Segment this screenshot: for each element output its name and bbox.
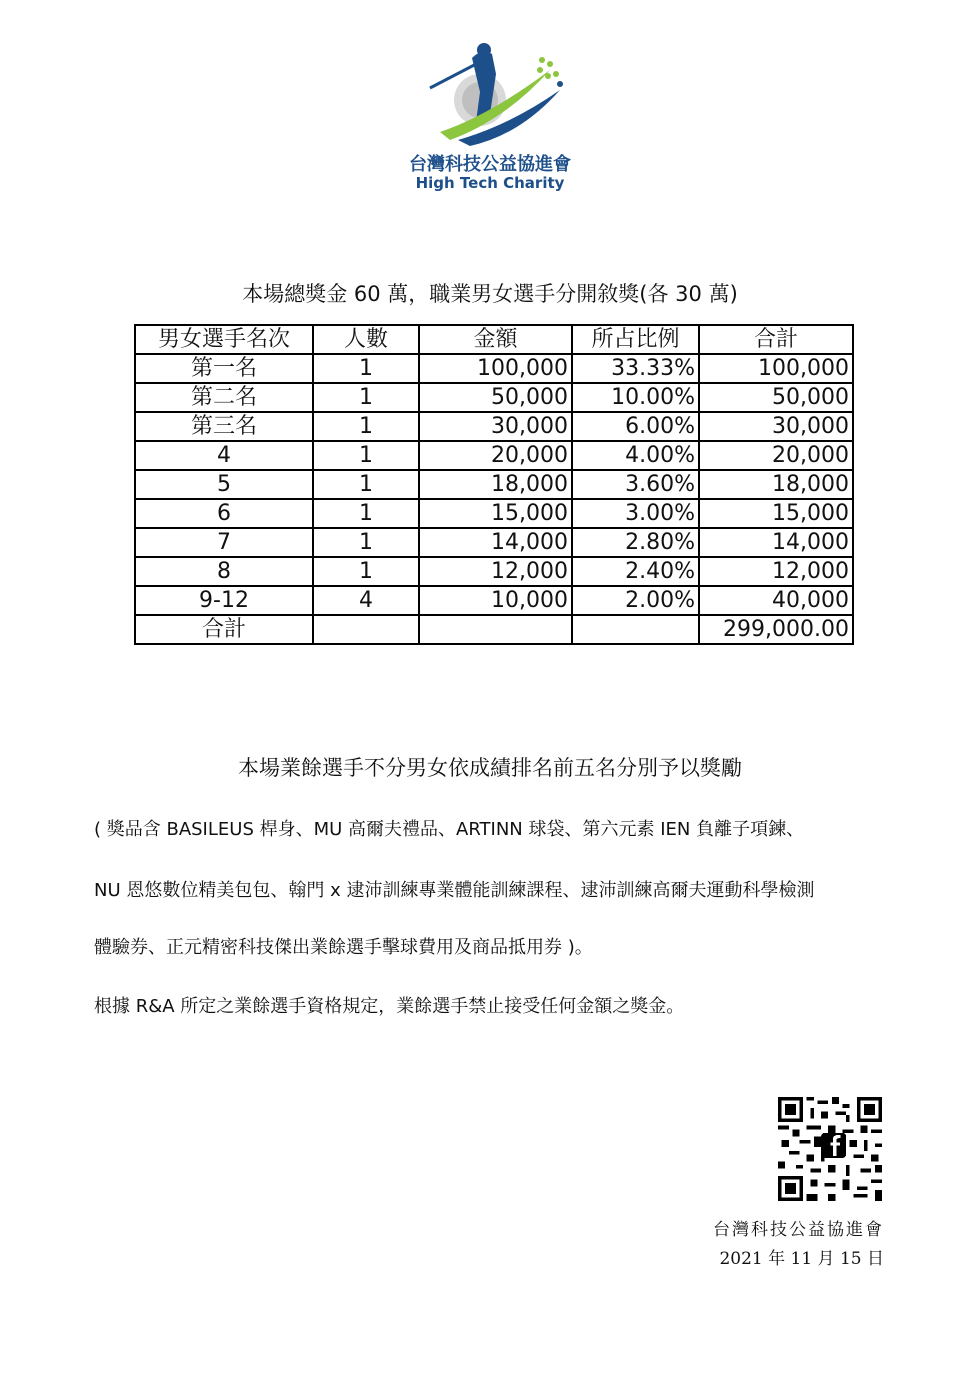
- cell-rank: 合計: [135, 615, 313, 644]
- cell-total: 12,000: [699, 557, 853, 586]
- cell-ratio: 2.40%: [572, 557, 699, 586]
- cell-ratio: [572, 615, 699, 644]
- cell-count: 1: [313, 557, 419, 586]
- cell-ratio: 2.00%: [572, 586, 699, 615]
- qr-code-icon: [778, 1097, 882, 1201]
- cell-total: 299,000.00: [699, 615, 853, 644]
- amateur-rule-note: 根據 R&A 所定之業餘選手資格規定，業餘選手禁止接受任何金額之獎金。: [94, 996, 685, 1017]
- cell-amount: 10,000: [419, 586, 572, 615]
- logo-name-cn: 台灣科技公益協進會: [409, 154, 571, 175]
- cell-ratio: 6.00%: [572, 412, 699, 441]
- header-amount: 金額: [419, 325, 572, 354]
- prize-list-line-2: NU 恩悠數位精美包包、翰門 x 逮沛訓練專業體能訓練課程、逮沛訓練高爾夫運動科學檢測: [94, 880, 815, 901]
- cell-total: 15,000: [699, 499, 853, 528]
- cell-total: 50,000: [699, 383, 853, 412]
- cell-rank: 6: [135, 499, 313, 528]
- prize-list-line-1: ( 獎品含 BASILEUS 桿身、MU 高爾夫禮品、ARTINN 球袋、第六元素 IEN 負離子項鍊、: [94, 819, 805, 840]
- cell-count: 1: [313, 528, 419, 557]
- cell-rank: 第一名: [135, 354, 313, 383]
- cell-count: [313, 615, 419, 644]
- cell-amount: [419, 615, 572, 644]
- cell-ratio: 4.00%: [572, 441, 699, 470]
- header-count: 人數: [313, 325, 419, 354]
- cell-amount: 15,000: [419, 499, 572, 528]
- cell-total: 14,000: [699, 528, 853, 557]
- cell-amount: 30,000: [419, 412, 572, 441]
- prize-table: [134, 324, 854, 645]
- cell-ratio: 3.60%: [572, 470, 699, 499]
- cell-total: 20,000: [699, 441, 853, 470]
- cell-count: 1: [313, 354, 419, 383]
- cell-amount: 100,000: [419, 354, 572, 383]
- logo: [390, 40, 590, 190]
- logo-name-en: High Tech Charity: [415, 174, 565, 192]
- cell-total: 100,000: [699, 354, 853, 383]
- cell-amount: 18,000: [419, 470, 572, 499]
- cell-count: 1: [313, 499, 419, 528]
- cell-total: 30,000: [699, 412, 853, 441]
- table-row: [135, 354, 853, 383]
- cell-amount: 12,000: [419, 557, 572, 586]
- prize-list-line-3: 體驗券、正元精密科技傑出業餘選手擊球費用及商品抵用券 )。: [94, 937, 593, 958]
- cell-ratio: 10.00%: [572, 383, 699, 412]
- table-row: [135, 528, 853, 557]
- table-row: [135, 615, 853, 644]
- cell-total: 40,000: [699, 586, 853, 615]
- table-row: [135, 586, 853, 615]
- table-row: [135, 412, 853, 441]
- cell-count: 1: [313, 470, 419, 499]
- cell-rank: 8: [135, 557, 313, 586]
- signature-date: 2021 年 11 月 15 日: [719, 1249, 884, 1269]
- cell-count: 1: [313, 441, 419, 470]
- cell-rank: 5: [135, 470, 313, 499]
- signature-org: 台灣科技公益協進會: [713, 1220, 884, 1240]
- cell-rank: 7: [135, 528, 313, 557]
- header-ratio: 所占比例: [572, 325, 699, 354]
- cell-count: 4: [313, 586, 419, 615]
- table-row: [135, 441, 853, 470]
- cell-rank: 第三名: [135, 412, 313, 441]
- professional-prize-heading: 本場總獎金 60 萬，職業男女選手分開敘獎(各 30 萬): [242, 282, 738, 306]
- table-row: [135, 499, 853, 528]
- cell-count: 1: [313, 383, 419, 412]
- cell-amount: 20,000: [419, 441, 572, 470]
- cell-ratio: 2.80%: [572, 528, 699, 557]
- header-total: 合計: [699, 325, 853, 354]
- golfer-logo-icon: [410, 40, 570, 150]
- cell-rank: 9-12: [135, 586, 313, 615]
- cell-amount: 50,000: [419, 383, 572, 412]
- cell-ratio: 3.00%: [572, 499, 699, 528]
- cell-total: 18,000: [699, 470, 853, 499]
- amateur-prize-heading: 本場業餘選手不分男女依成績排名前五名分別予以獎勵: [238, 756, 742, 780]
- header-rank: 男女選手名次: [135, 325, 313, 354]
- cell-rank: 4: [135, 441, 313, 470]
- cell-amount: 14,000: [419, 528, 572, 557]
- table-row: [135, 383, 853, 412]
- table-header-row: [135, 325, 853, 354]
- cell-count: 1: [313, 412, 419, 441]
- cell-rank: 第二名: [135, 383, 313, 412]
- table-row: [135, 470, 853, 499]
- cell-ratio: 33.33%: [572, 354, 699, 383]
- table-row: [135, 557, 853, 586]
